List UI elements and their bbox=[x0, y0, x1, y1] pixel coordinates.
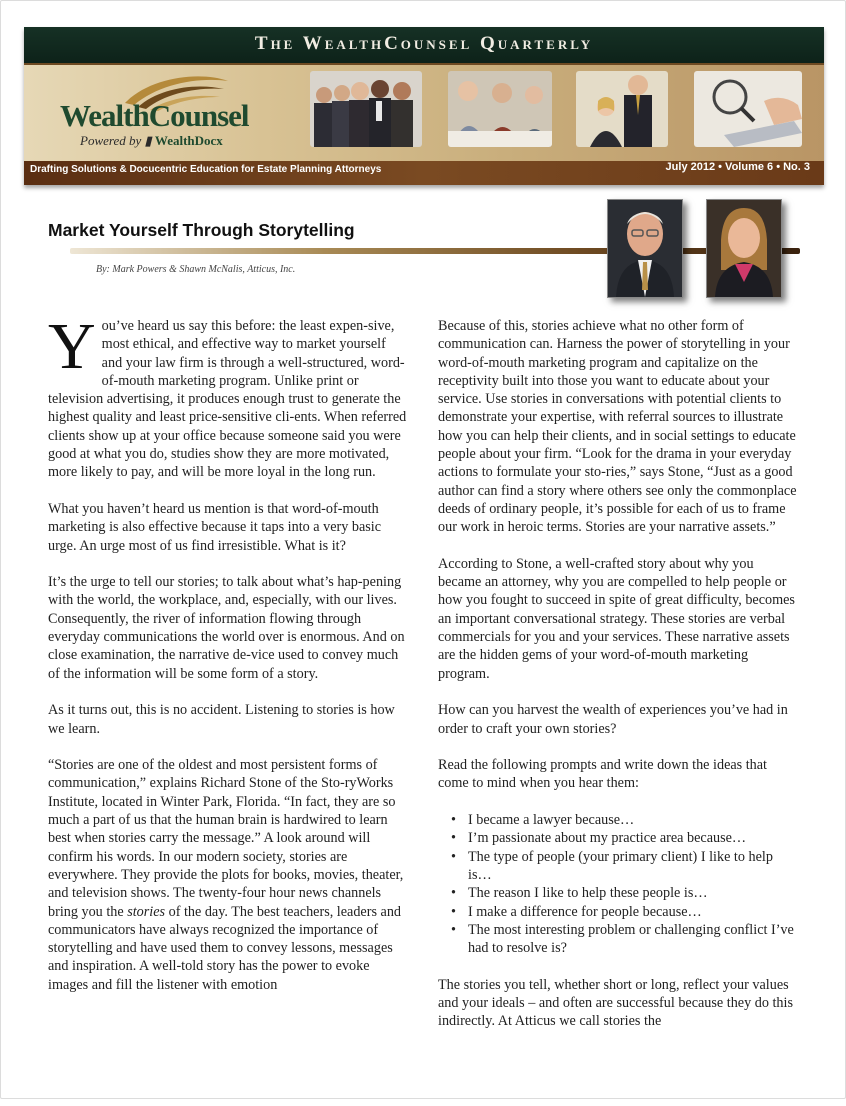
wealthdocx-icon: ▮ bbox=[144, 133, 152, 148]
author-photo-shawn-mcnalis bbox=[706, 199, 782, 298]
powered-by-label: Powered by bbox=[80, 133, 142, 148]
author-photo-mark-powers bbox=[607, 199, 683, 298]
paragraph: What you haven’t heard us mention is that word-of-mouth marketing is also effective because it taps into a very basic urge. An urge most of us find irresistible. What is it? bbox=[48, 500, 382, 554]
list-item: • I make a difference for people because… bbox=[451, 903, 702, 920]
photo-business-pair bbox=[576, 71, 668, 147]
article-title: Market Yourself Through Storytelling bbox=[48, 220, 355, 240]
paragraph: How can you harvest the wealth of experiences you’ve had in order to craft your own stories? bbox=[438, 702, 788, 737]
article-byline: By: Mark Powers & Shawn McNalis, Atticus, Inc. bbox=[96, 264, 296, 275]
wealthcounsel-logo bbox=[60, 69, 280, 149]
paragraph: According to Stone, a well-crafted story about why you became an attorney, why you are compelled to help people or how you fought to succeed in spite of great difficulty, becomes an important conversational strategy. These stories are verbal commercials for you and your services. These narrative assets are the hidden gems of your word-of-mouth marketing program. bbox=[438, 555, 795, 682]
paragraph: The stories you tell, whether short or long, reflect your values and your ideals – and often are successful because they do this indirectly. At Atticus we call stories the bbox=[438, 976, 793, 1030]
issue-info: July 2012 • Volume 6 • No. 3 bbox=[665, 161, 810, 173]
brand-name: WealthCounsel bbox=[60, 98, 249, 133]
masthead-tagline: Drafting Solutions & Docucentric Education for Estate Planning Attorneys bbox=[30, 164, 382, 175]
newsletter-title: The WealthCounsel Quarterly bbox=[254, 33, 594, 54]
photo-professional-group bbox=[310, 71, 422, 147]
paragraph: Because of this, stories achieve what no other form of communication can. Harness the power of storytelling in your word-of-mouth marketing program and capitalize on the receptivity built into those you want to educate about your service. Use stories in conversations with potential clients to demonstrate your expertise, with referral sources to illustrate how you can help their clients, and in social settings to educate people about your firm. “Look for the drama in your everyday actions to formulate your sto-ries,” says Stone, “Just as a good author can find a story where others see only the commonplace deeds of ordinary people, it’s possible for each of us to frame our work in heroic terms. Stories are your narrative assets.” bbox=[438, 318, 797, 536]
paragraph: “Stories are one of the oldest and most persistent forms of communication,” explains Richard Stone of the Sto-ryWorks Institute, located in Winter Park, Florida. “In fact, they are so much a part of us that the human brain is hardwired to learn best when stories carry the message.” A look around will confirm his words. In our modern society, stories are everywhere. They provide the plots for books, movies, theater, and television shows. The twenty-four hour news channels bring you the stories of the day. The best teachers, leaders and communicators have always recognized the importance of storytelling and have used them to convey lessons, messages and inspiration. A well-told story has the power to evoke images and fill the listener with emotion bbox=[48, 757, 404, 993]
prompt-list bbox=[438, 811, 798, 957]
paragraph: You’ve heard us say this before: the least expen-sive, most ethical, and effective way to market yourself and your law firm is through a well-structured, word-of-mouth marketing program. Unlike print or television advertising, it produces enough trust to generate the highest quality and least price-sensitive cli-ents. When referred clients show up at your office because someone said you were good at what you do, studies show they are more motivated, more likely to pay, and will be more loyal in the long run. bbox=[48, 310, 407, 481]
drop-cap: Y bbox=[48, 310, 96, 383]
paragraph: Read the following prompts and write down the ideas that come to mind when you hear them: bbox=[438, 757, 768, 792]
list-item: • The type of people (your primary client) I like to help is… bbox=[451, 848, 773, 883]
article-right-column bbox=[438, 317, 798, 1049]
masthead-banner bbox=[24, 27, 824, 185]
paragraph: It’s the urge to tell our stories; to talk about what’s hap-pening with the world, the workplace, and, especially, with our lives. Consequently, the river of information flowing through everyday communications the world over is enormous. And on close examination, the narrative de-vice used to convey much of the information will be some form of a story. bbox=[48, 574, 405, 682]
list-item: • The most interesting problem or challenging conflict I’ve had to resolve is? bbox=[451, 921, 794, 957]
brand-powered-by bbox=[80, 133, 223, 149]
paragraph: As it turns out, this is no accident. Listening to stories is how we learn. bbox=[48, 702, 395, 737]
list-item: • The reason I like to help these people is… bbox=[451, 885, 708, 902]
photo-laptop-hands bbox=[694, 71, 802, 147]
article-left-column bbox=[48, 310, 408, 1012]
photo-meeting bbox=[448, 71, 552, 147]
title-rule bbox=[70, 248, 800, 254]
product-name: WealthDocx bbox=[154, 133, 223, 148]
list-item: • I’m passionate about my practice area because… bbox=[451, 830, 747, 847]
list-item: • I became a lawyer because… bbox=[451, 812, 635, 829]
